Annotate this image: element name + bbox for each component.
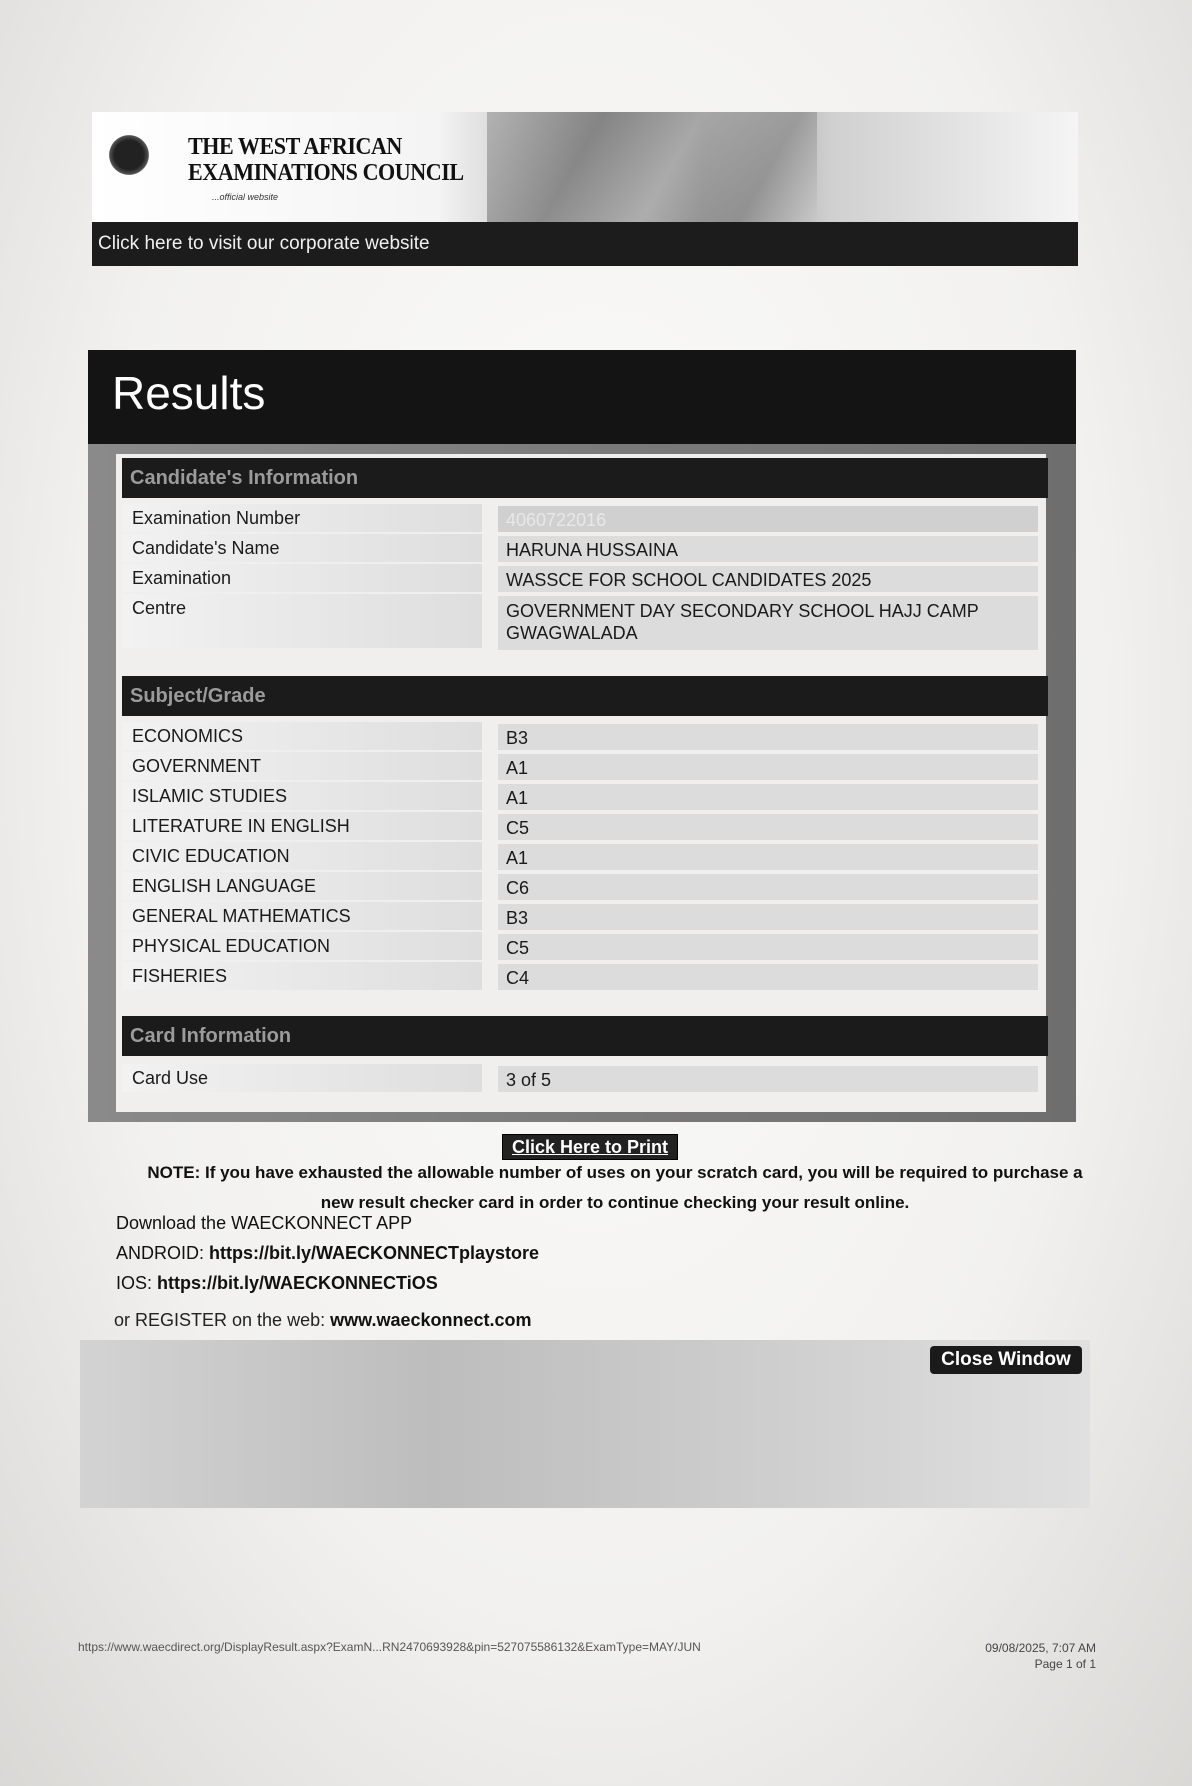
card-use-value: 3 of 5 (498, 1066, 1038, 1092)
subject-name: GENERAL MATHEMATICS (122, 902, 482, 930)
subject-grade: A1 (498, 844, 1038, 870)
subject-grade: B3 (498, 724, 1038, 750)
download-app-section (116, 1208, 539, 1298)
close-window-button[interactable]: Close Window (930, 1346, 1082, 1374)
table-row (122, 842, 1040, 870)
org-name (188, 134, 464, 186)
centre-value: GOVERNMENT DAY SECONDARY SCHOOL HAJJ CAMP GWAGWALADA (498, 596, 1038, 650)
table-row (122, 932, 1040, 960)
page-title: Results (112, 367, 266, 419)
examination-label: Examination (122, 564, 482, 592)
register-text: or REGISTER on the web: (114, 1310, 326, 1330)
candidate-name-label: Candidate's Name (122, 534, 482, 562)
subject-name: ISLAMIC STUDIES (122, 782, 482, 810)
org-subtitle: ...official website (212, 192, 279, 202)
header-photo (487, 112, 817, 222)
ios-link[interactable]: https://bit.ly/WAECKONNECTiOS (157, 1273, 438, 1293)
table-row (122, 534, 1040, 562)
table-row (122, 594, 1040, 648)
note-text: If you have exhausted the allowable number of uses on your scratch card, you will be required to purchase a new result checker card in order to continue checking your result online. (205, 1163, 1083, 1212)
android-label: ANDROID: (116, 1243, 205, 1263)
register-link[interactable]: www.waeckonnect.com (330, 1310, 532, 1330)
candidate-name-value: HARUNA HUSSAINA (498, 536, 1038, 562)
exam-number-value: 4060722016 (498, 506, 1038, 532)
table-row (122, 504, 1040, 532)
page-number: Page 1 of 1 (1034, 1657, 1096, 1671)
subject-grade: A1 (498, 784, 1038, 810)
ios-label: IOS: (116, 1273, 153, 1293)
table-row (122, 1064, 1040, 1092)
print-datetime: 09/08/2025, 7:07 AM (985, 1641, 1096, 1655)
waec-logo-icon (106, 132, 152, 178)
register-line (114, 1310, 532, 1331)
table-row (122, 722, 1040, 750)
subject-grade: C5 (498, 934, 1038, 960)
subject-grade: C4 (498, 964, 1038, 990)
results-table (116, 454, 1046, 1112)
print-footer-url: https://www.waecdirect.org/DisplayResult.aspx?ExamN...RN2470693928&pin=527075586132&ExamType=MAY/JUN (78, 1640, 701, 1654)
subject-grade: C5 (498, 814, 1038, 840)
corporate-website-link[interactable]: Click here to visit our corporate website (92, 222, 1078, 266)
subject-name: GOVERNMENT (122, 752, 482, 780)
subject-name: FISHERIES (122, 962, 482, 990)
table-row (122, 564, 1040, 592)
subject-grade: C6 (498, 874, 1038, 900)
print-button[interactable]: Click Here to Print (502, 1134, 678, 1160)
table-row (122, 962, 1040, 990)
org-name-line2: EXAMINATIONS COUNCIL (188, 160, 464, 186)
table-row (122, 872, 1040, 900)
subject-name: CIVIC EDUCATION (122, 842, 482, 870)
subject-name: LITERATURE IN ENGLISH (122, 812, 482, 840)
subject-grade-heading: Subject/Grade (122, 676, 1048, 716)
download-title: Download the WAECKONNECT APP (116, 1213, 413, 1233)
print-footer-meta (950, 1640, 1096, 1672)
results-header (88, 350, 1076, 444)
table-row (122, 782, 1040, 810)
note-prefix: NOTE: (147, 1163, 201, 1182)
subject-name: PHYSICAL EDUCATION (122, 932, 482, 960)
table-row (122, 812, 1040, 840)
centre-label: Centre (122, 594, 482, 648)
candidate-info-heading: Candidate's Information (122, 458, 1048, 498)
table-row (122, 902, 1040, 930)
table-row (122, 752, 1040, 780)
android-link[interactable]: https://bit.ly/WAECKONNECTplaystore (209, 1243, 540, 1263)
exam-number-label: Examination Number (122, 504, 482, 532)
subject-name: ECONOMICS (122, 722, 482, 750)
org-name-line1: THE WEST AFRICAN (188, 134, 402, 160)
subject-name: ENGLISH LANGUAGE (122, 872, 482, 900)
site-header (92, 112, 1078, 222)
card-info-heading: Card Information (122, 1016, 1048, 1056)
card-use-label: Card Use (122, 1064, 482, 1092)
examination-value: WASSCE FOR SCHOOL CANDIDATES 2025 (498, 566, 1038, 592)
subject-grade: A1 (498, 754, 1038, 780)
subject-grade: B3 (498, 904, 1038, 930)
results-panel (88, 444, 1076, 1122)
